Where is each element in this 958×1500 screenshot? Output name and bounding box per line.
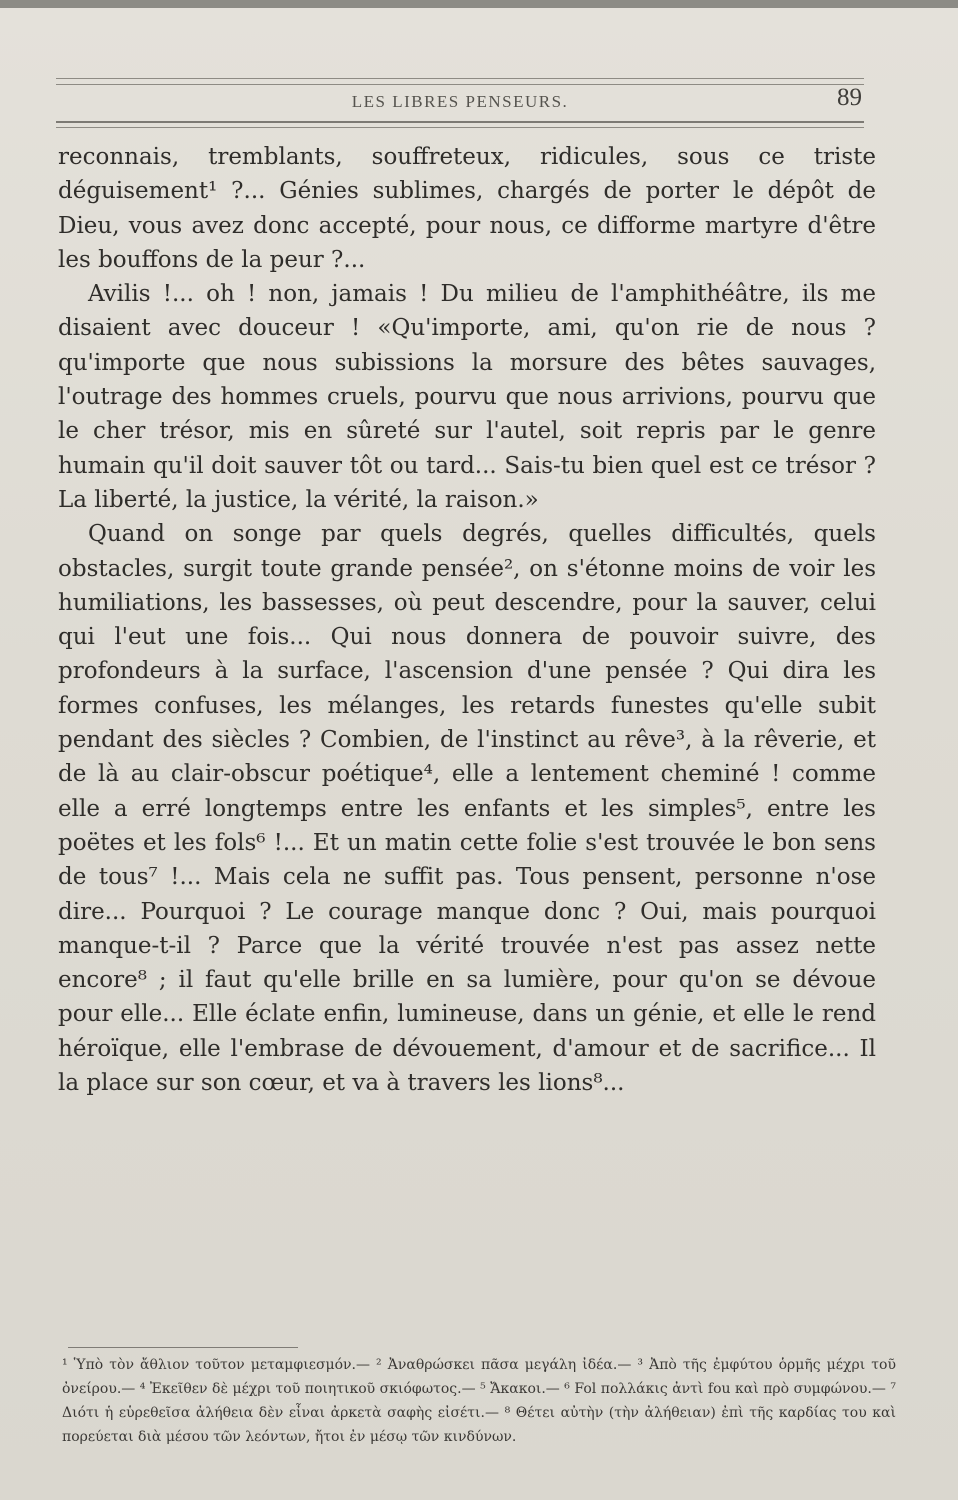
footnote-rule bbox=[68, 1347, 298, 1348]
header-rule-bottom bbox=[56, 121, 864, 123]
header-rule-top bbox=[56, 78, 864, 79]
main-text bbox=[58, 140, 876, 1100]
page-header bbox=[56, 86, 864, 118]
header-rule-bottom-second bbox=[56, 127, 864, 128]
paragraph-continuation: reconnais, tremblants, souffreteux, ridicules, sous ce triste déguisement¹ ?... Génies sublimes, chargés de porter le dépôt de Dieu, vous avez donc accepté, pour nous, ce difforme martyre d'être les bouffons de la peur ?... bbox=[58, 144, 876, 273]
footnotes bbox=[62, 1353, 896, 1449]
footnotes-text: ¹ Ὑπὸ τὸν ἄθλιον τοῦτον μεταμφιεσμόν.— ² Ἀναθρώσκει πᾶσα μεγάλη ἰδέα.— ³ Ἀπὸ τῆς ἐμφύτου ὁρμῆς μέχρι τοῦ ὀνείρου.— ⁴ Ἐκεῖθεν δὲ μέχρι τοῦ ποιητικοῦ σκιόφωτος.— ⁵ Ἄκακοι.— ⁶ Fol πολλάκις ἀντὶ fou καὶ πρὸ συμφώνου.— ⁷ Διότι ἡ εὑρεθεῖσα ἀλήθεια δὲν εἶναι ἀρκετὰ σαφὴς εἰσέτι.— ⁸ Θέτει αὐτὴν (τὴν ἀλήθειαν) ἐπὶ τῆς καρδίας του καὶ πορεύεται διὰ μέσου τῶν λεόντων, ἤτοι ἐν μέσῳ τῶν κινδύνων. bbox=[62, 1357, 896, 1445]
running-title: LES LIBRES PENSEURS. bbox=[351, 92, 569, 111]
paragraph-avilis: Avilis !... oh ! non, jamais ! Du milieu de l'amphithéâtre, ils me disaient avec douceur ! «Qu'importe, ami, qu'on rie de nous ? qu'importe que nous subissions la morsure des bêtes sauvages, l'outrage des hommes cruels, pourvu que nous arrivions, pourvu que le cher trésor, mis en sûreté sur l'autel, soit repris par le genre humain qu'il doit sauver tôt ou tard... Sais-tu bien quel est ce trésor ? La liberté, la justice, la vérité, la raison.» bbox=[58, 281, 876, 513]
scan-top-edge bbox=[0, 0, 958, 8]
header-rule-top-second bbox=[56, 84, 864, 85]
page-number: 89 bbox=[837, 84, 862, 111]
paragraph-quand-on-songe: Quand on songe par quels degrés, quelles difficultés, quels obstacles, surgit toute grande pensée², on s'étonne moins de voir les humiliations, les bassesses, où peut descendre, pour la sauver, celui qui l'eut une fois... Qui nous donnera de pouvoir suivre, des profondeurs à la surface, l'ascension d'une pensée ? Qui dira les formes confuses, les mélanges, les retards funestes qu'elle subit pendant des siècles ? Combien, de l'instinct au rêve³, à la rêverie, et de là au clair-obscur poétique⁴, elle a lentement cheminé ! comme elle a erré longtemps entre les enfants et les simples⁵, entre les poëtes et les fols⁶ !... Et un matin cette folie s'est trouvée le bon sens de tous⁷ !... Mais cela ne suffit pas. Tous pensent, personne n'ose dire... Pourquoi ? Le courage manque donc ? Oui, mais pourquoi manque-t-il ? Parce que la vérité trouvée n'est pas assez nette encore⁸ ; il faut qu'elle brille en sa lumière, pour qu'on se dévoue pour elle... Elle éclate enfin, lumineuse, dans un génie, et elle le rend héroïque, elle l'embrase de dévouement, d'amour et de sacrifice... Il la place sur son cœur, et va à travers les lions⁸... bbox=[58, 521, 876, 1097]
